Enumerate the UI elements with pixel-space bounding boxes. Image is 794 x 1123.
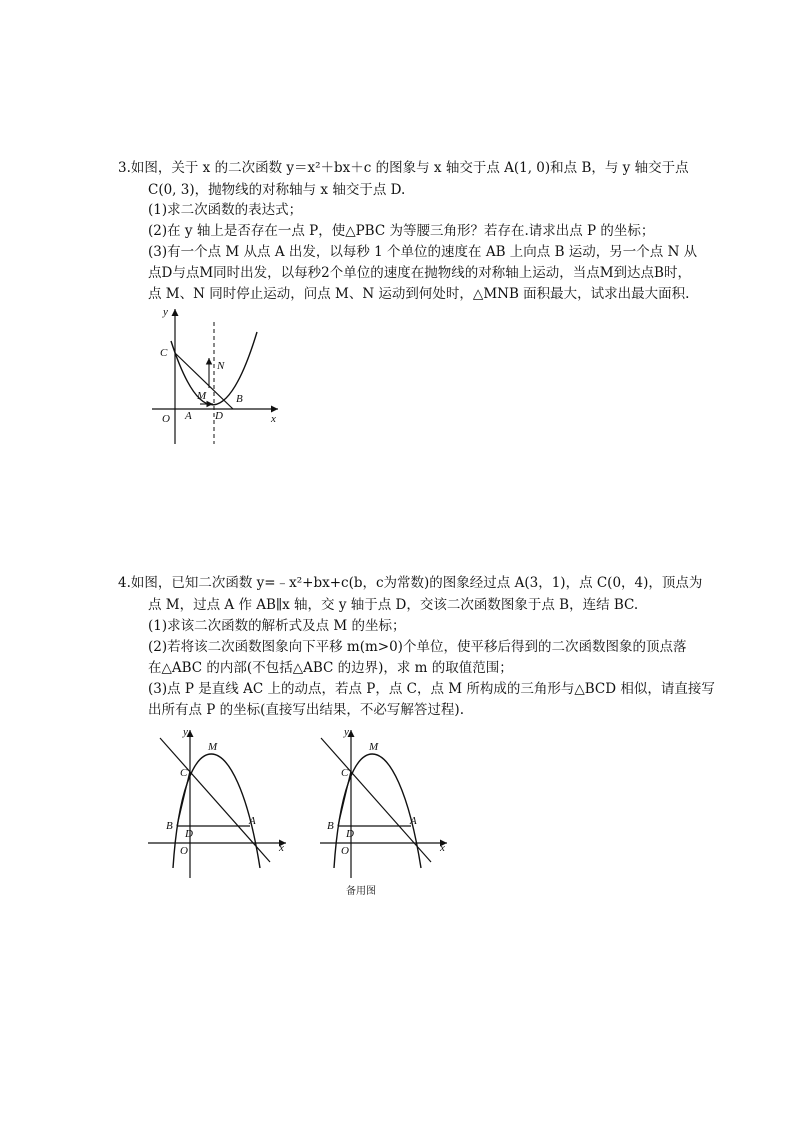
p3-figure — [145, 300, 290, 450]
p4-part2-line1: (2)若将该二次函数图象向下平移 m(m>0)个单位，使平移后得到的二次函数图象的顶点落 — [148, 639, 687, 655]
p3-label-d: D — [215, 410, 223, 422]
p4-label-d: D — [185, 828, 193, 840]
p4b-label-a: A — [410, 815, 417, 827]
p3-part3-line2: 点D与点M同时出发，以每秒2个单位的速度在抛物线的对称轴上运动，当点M到达点B时， — [148, 265, 691, 281]
p3-part1: (1)求二次函数的表达式； — [148, 202, 303, 218]
p3-part2: (2)在 y 轴上是否存在一点 P，使△PBC 为等腰三角形？若存在.请求出点 P 的坐标； — [148, 223, 655, 239]
p3-line2: C(0, 3)，抛物线的对称轴与 x 轴交于点 D. — [148, 182, 406, 198]
p4b-label-m: M — [369, 741, 379, 753]
p3-label-y: y — [163, 306, 168, 318]
p3-label-x: x — [271, 413, 276, 425]
p4-label-b: B — [166, 820, 173, 832]
backup-figure-caption: 备用图 — [346, 886, 376, 897]
p4-figure-backup — [305, 722, 455, 882]
p4-part1: (1)求该二次函数的解析式及点 M 的坐标； — [148, 618, 406, 634]
p4b-label-d: D — [346, 828, 354, 840]
p4-part3-line1: (3)点 P 是直线 AC 上的动点，若点 P，点 C，点 M 所构成的三角形与△BCD 相似，请直接写 — [148, 681, 715, 697]
p3-label-b: B — [236, 393, 243, 405]
p4b-label-o: O — [341, 845, 349, 857]
p4-figure-main — [145, 722, 295, 882]
p3-line1: 3.如图，关于 x 的二次函数 y＝x²＋bx＋c 的图象与 x 轴交于点 A(1, 0)和点 B，与 y 轴交于点 — [118, 160, 689, 176]
p4-line1: 4.如图，已知二次函数 y=﹣x²+bx+c(b，c为常数)的图象经过点 A(3，1)，点 C(0，4)，顶点为 — [118, 575, 703, 591]
p4-label-c: C — [180, 767, 188, 779]
p4b-segment-bc — [338, 771, 351, 826]
p3-part3-line1: (3)有一个点 M 从点 A 出发，以每秒 1 个单位的速度在 AB 上向点 B 运动，另一个点 N 从 — [148, 244, 698, 260]
p4-line2: 点 M，过点 A 作 AB∥x 轴，交 y 轴于点 D，交该二次函数图象于点 B，连结 BC. — [148, 597, 639, 613]
p4-label-x: x — [279, 842, 284, 854]
p3-label-n: N — [217, 360, 225, 372]
p4-label-m: M — [208, 741, 218, 753]
p3-part3-line3: 点 M、N 同时停止运动，问点 M、N 运动到何处时，△MNB 面积最大，试求出最大面积. — [148, 286, 690, 302]
p3-label-o: O — [162, 413, 170, 425]
p4b-label-b: B — [327, 820, 334, 832]
p4b-label-x: x — [440, 842, 445, 854]
p4-label-y: y — [183, 726, 188, 738]
p4b-label-c: C — [341, 767, 349, 779]
p3-label-m: M — [197, 390, 207, 402]
p3-label-a: A — [185, 410, 192, 422]
p4-part2-line2: 在△ABC 的内部(不包括△ABC 的边界)，求 m 的取值范围； — [148, 660, 513, 676]
p4-label-o: O — [180, 845, 188, 857]
p4-segment-bc — [177, 771, 190, 826]
p3-label-c: C — [160, 347, 168, 359]
p4b-label-y: y — [344, 726, 349, 738]
p4-part3-line2: 出所有点 P 的坐标(直接写出结果，不必写解答过程). — [148, 702, 464, 718]
p4-label-a: A — [249, 815, 256, 827]
